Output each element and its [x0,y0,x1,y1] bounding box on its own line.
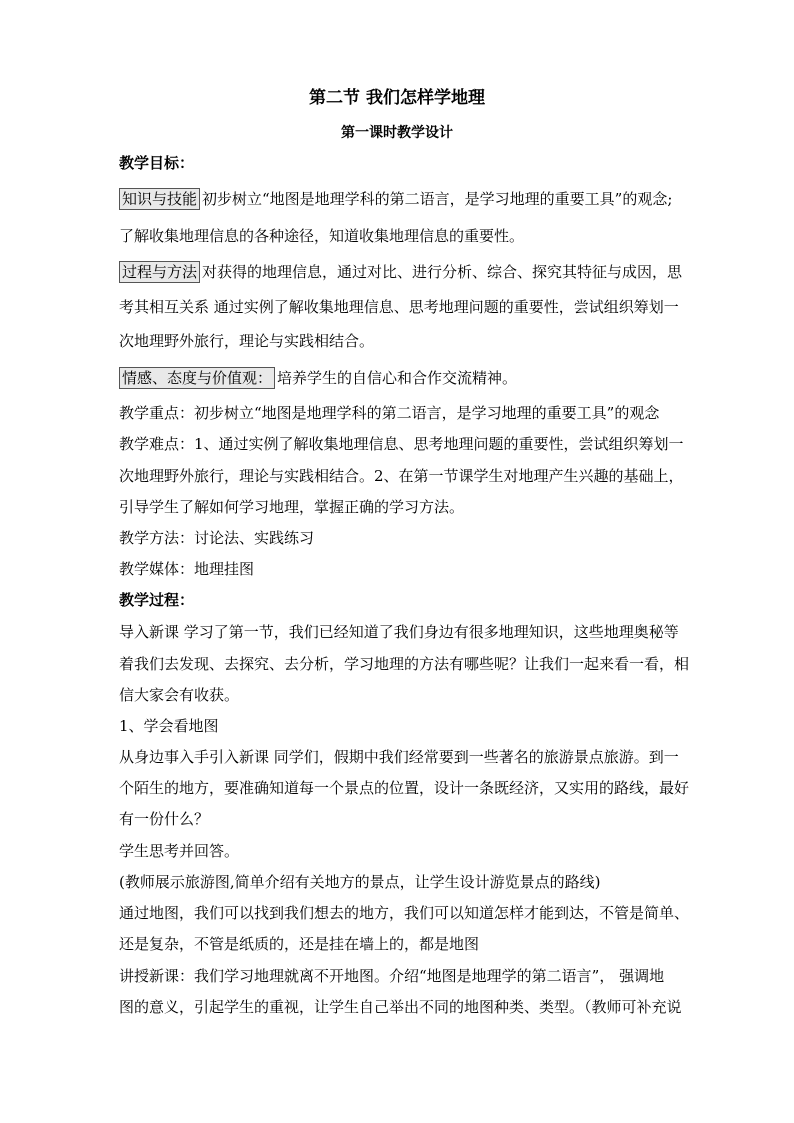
knowledge-text-2: 了解收集地理信息的各种途径，知道收集地理信息的重要性。 [119,227,525,245]
map-line-2: 还是复杂，不管是纸质的，还是挂在墙上的，都是地图 [119,935,480,953]
process-text-3: 次地理野外旅行，理论与实践相结合。 [119,332,375,350]
objectives-heading: 教学目标： [119,154,195,172]
lead-line-1: 从身边事入手引入新课 同学们，假期中我们经常要到一些著名的旅游景点旅游。到一 [119,748,679,766]
document-subtitle: 第一课时教学设计 [341,125,453,141]
student-answer: 学生思考并回答。 [119,842,240,860]
emotion-paragraph-line-1 [119,367,517,389]
difficulty-line-2: 次地理野外旅行，理论与实践相结合。2、在第一节课学生对地理产生兴趣的基础上， [119,467,684,485]
intro-line-1: 导入新课 学习了第一节，我们已经知道了我们身边有很多地理知识，这些地理奥秘等 [119,623,679,641]
process-label: 过程与方法 [119,261,200,283]
intro-line-3: 信大家会有收获。 [119,686,240,704]
process-paragraph-line-1 [119,261,682,283]
process-text-1: 对获得的地理信息，通过对比、进行分析、综合、探究其特征与成因，思 [202,263,683,281]
difficulty-line-3: 引导学生了解如何学习地理，掌握正确的学习方法。 [119,498,465,516]
teaching-media: 教学媒体：地理挂图 [119,560,255,578]
section-1-heading: 1、学会看地图 [119,717,219,735]
emotion-text-1: 培养学生的自信心和合作交流精神。 [277,369,518,387]
knowledge-label: 知识与技能 [119,188,200,210]
process-text-2: 考其相互关系 通过实例了解收集地理信息、思考地理问题的重要性，尝试组织筹划一 [119,298,679,316]
process-heading: 教学过程： [119,591,195,609]
emotion-label: 情感、态度与价值观： [119,367,275,389]
teacher-show: (教师展示旅游图,简单介绍有关地方的景点，让学生设计游览景点的路线) [119,873,601,891]
lead-line-3: 有一份什么？ [119,810,210,828]
lecture-line-2: 图的意义，引起学生的重视，让学生自己举出不同的地图种类、类型。（教师可补充说 [119,998,682,1016]
teaching-method: 教学方法：讨论法、实践练习 [119,529,315,547]
lead-line-2: 个陌生的地方，要准确知道每一个景点的位置，设计一条既经济，又实用的路线，最好 [119,779,690,797]
document-title: 第二节 我们怎样学地理 [309,88,485,108]
difficulty-line-1: 教学难点：1、通过实例了解收集地理信息、思考地理问题的重要性，尝试组织筹划一 [119,435,684,453]
map-line-1: 通过地图，我们可以找到我们想去的地方，我们可以知道怎样才能到达，不管是简单、 [119,904,690,922]
knowledge-text-1: 初步树立“地图是地理学科的第二语言，是学习地理的重要工具”的观念; [202,190,673,208]
lecture-line-1: 讲授新课：我们学习地理就离不开地图。介绍“地图是地理学的第二语言”， 强调地 [119,967,665,985]
key-point: 教学重点：初步树立“地图是地理学科的第二语言，是学习地理的重要工具”的观念 [119,404,660,422]
intro-line-2: 着我们去发现、去探究、去分析，学习地理的方法有哪些呢？让我们一起来看一看，相 [119,655,690,673]
knowledge-paragraph-line-1 [119,188,672,210]
